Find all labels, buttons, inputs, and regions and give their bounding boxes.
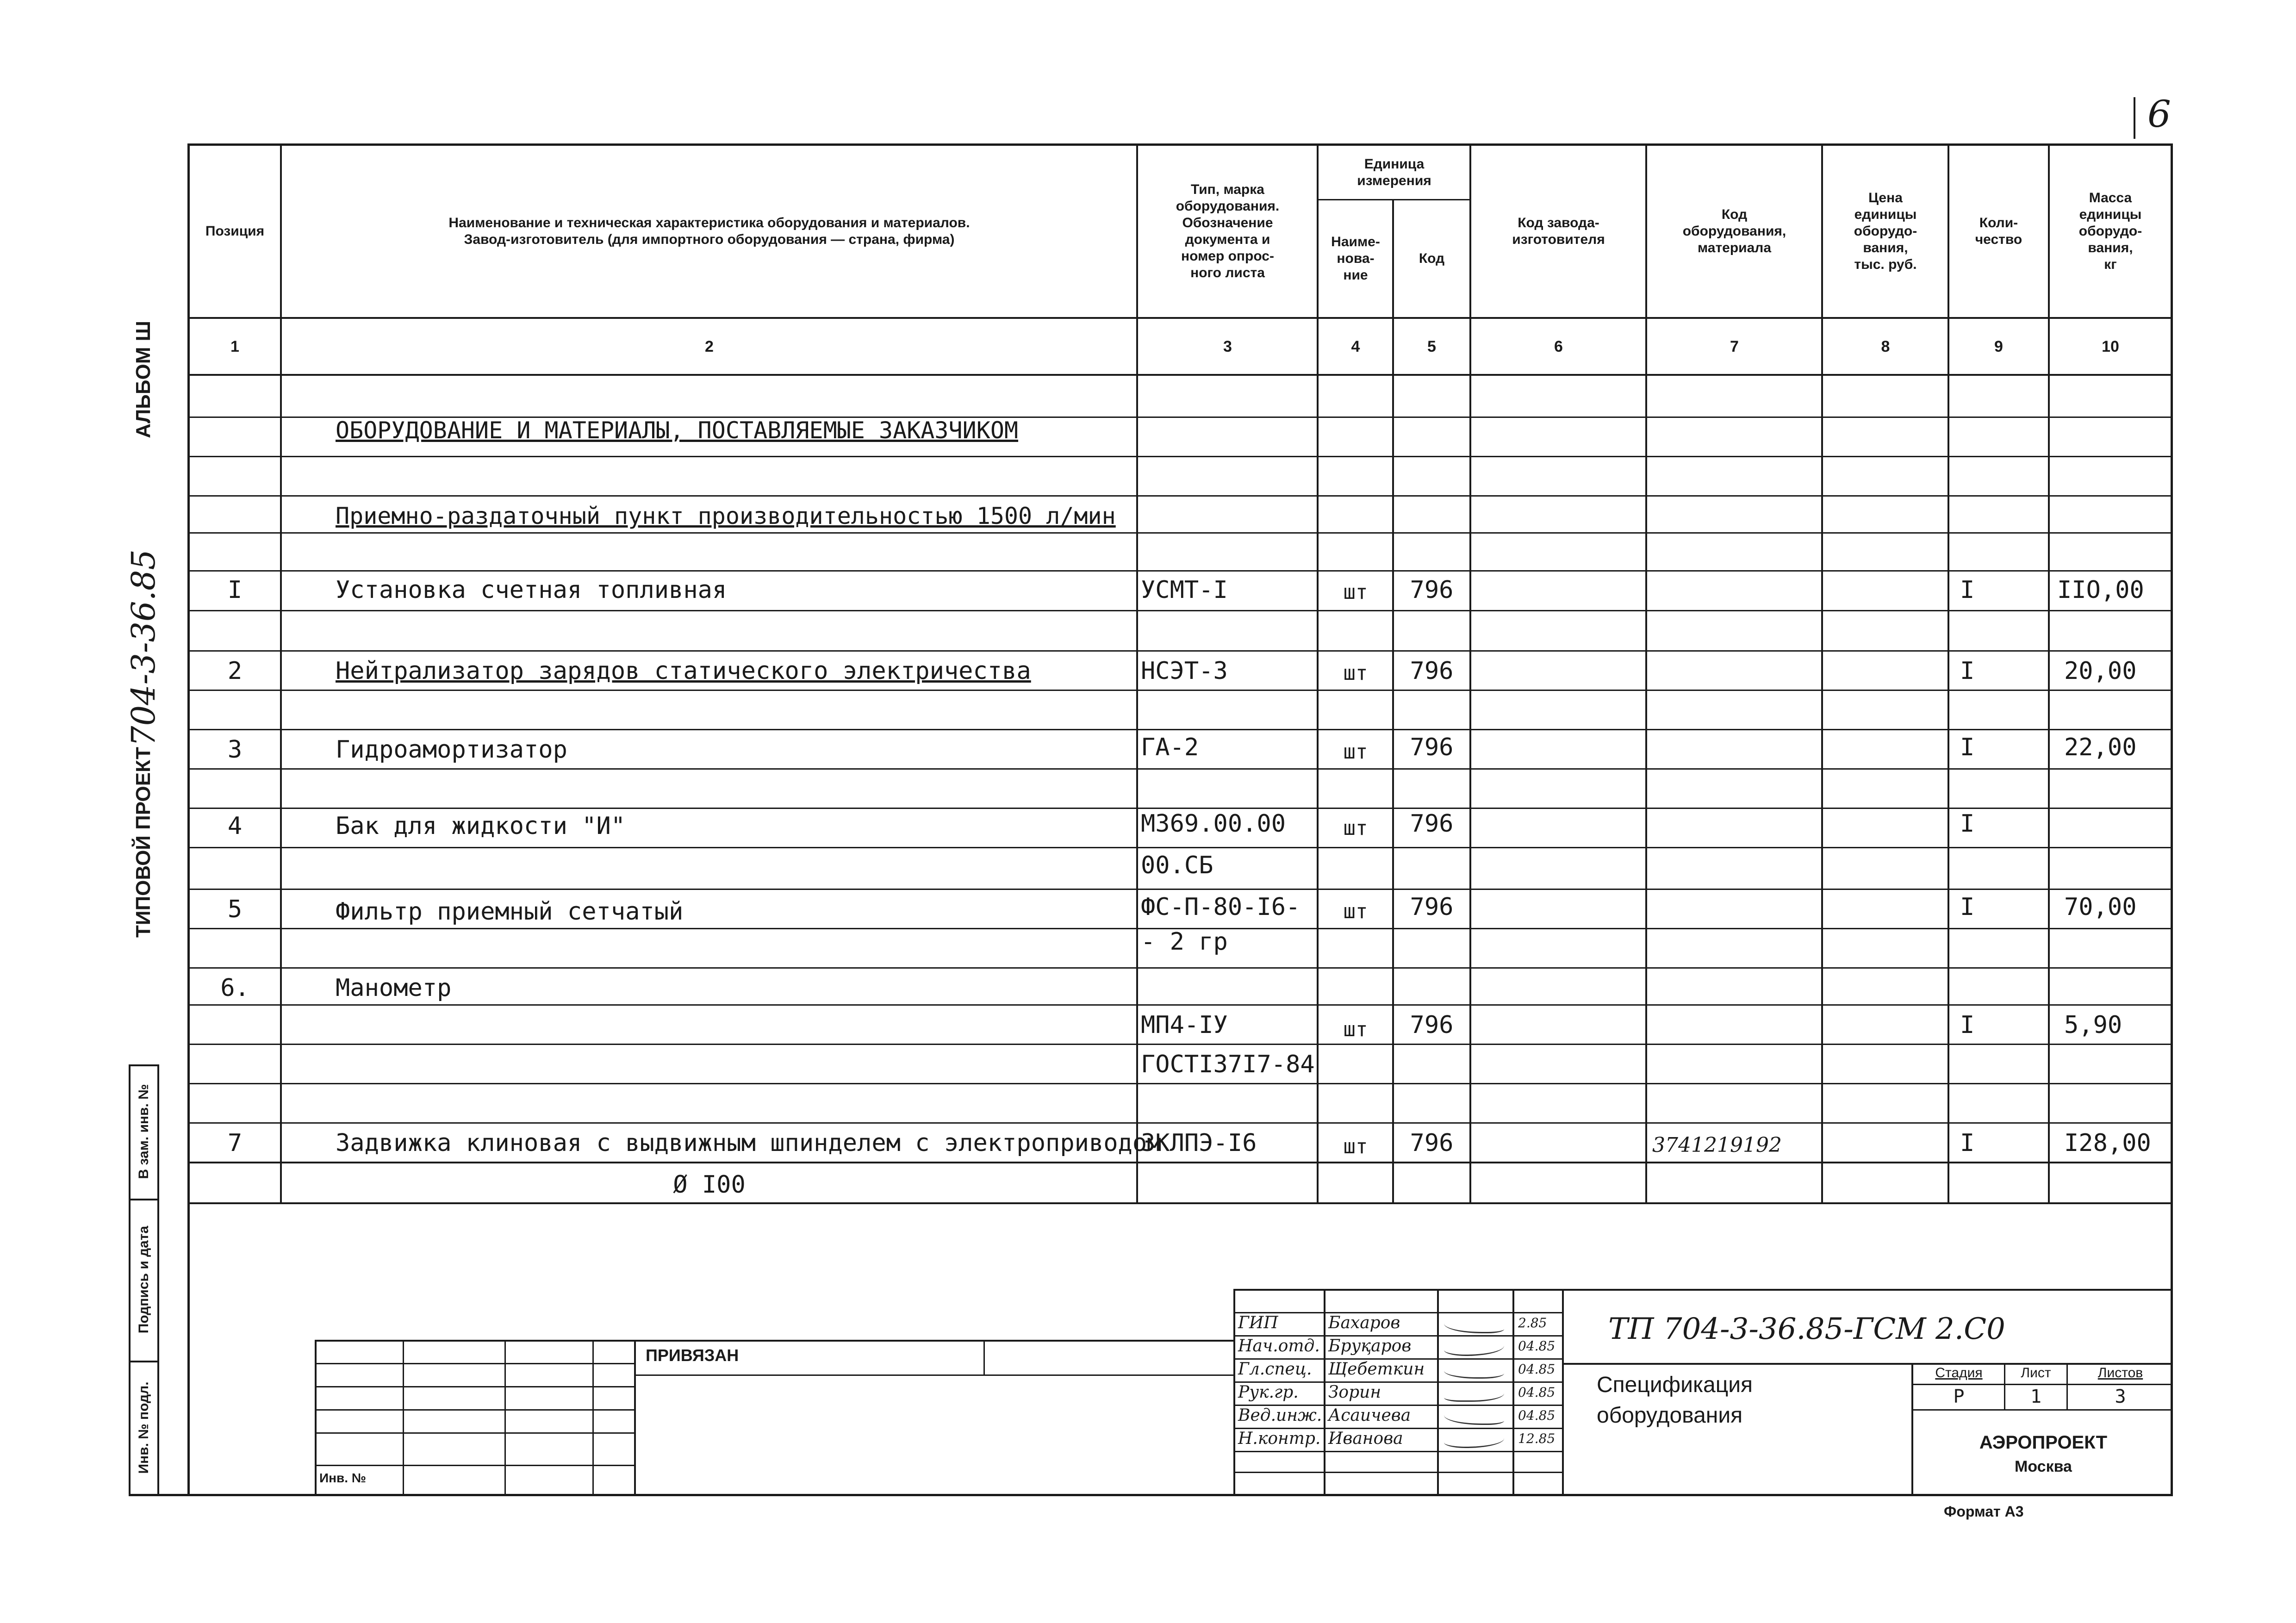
page-mark: 6	[2147, 93, 2171, 136]
sheets-label: Листов	[2097, 1365, 2143, 1380]
header-unit-code: Код	[1419, 251, 1445, 266]
sign-date: 04.85	[1518, 1362, 1556, 1377]
row-name: Задвижка клиновая с выдвижным шпинделем с электроприводом	[336, 1129, 1162, 1157]
sign-role: Гл.спец.	[1238, 1360, 1312, 1379]
col-number: 4	[1351, 338, 1360, 355]
header-plant-code: Код завода- изготовителя	[1512, 215, 1605, 247]
row-name: Фильтр приемный сетчатый	[336, 898, 684, 926]
header-unit-name: Наиме- нова- ние	[1331, 234, 1380, 283]
col-number: 9	[1994, 338, 2003, 355]
sign-role: ГИП	[1238, 1313, 1278, 1332]
org-city: Москва	[2015, 1458, 2072, 1475]
doc-code: ТП 704-3-36.85-ГСМ 2.С0	[1608, 1312, 2005, 1346]
sign-name: Асаичева	[1328, 1406, 1411, 1425]
row-unit-code: 796	[1410, 576, 1454, 604]
header-equip-code: Код оборудования, материала	[1682, 207, 1786, 255]
sheet-label: Лист	[2021, 1365, 2051, 1380]
row-type: ЗКЛПЭ-I6	[1141, 1129, 1257, 1157]
row-name: Нейтрализатор зарядов статического электричества	[336, 657, 1031, 685]
row-name: Установка счетная топливная	[336, 576, 727, 604]
replace-inv-label: В зам. инв. №	[136, 1084, 151, 1179]
row-mass: 70,00	[2064, 893, 2137, 921]
row-qty: I	[1960, 657, 1975, 685]
row-unit: шт	[1343, 1135, 1368, 1158]
row-unit-code: 796	[1410, 657, 1454, 685]
row-position: 2	[227, 657, 243, 685]
row-qty: I	[1960, 1011, 1975, 1039]
row-unit-code: 796	[1410, 734, 1454, 761]
sheet-value: 1	[2030, 1386, 2042, 1407]
row-mass: 5,90	[2064, 1011, 2122, 1039]
sheets-value: 3	[2115, 1386, 2126, 1407]
sign-name: Зорин	[1328, 1383, 1381, 1402]
row-mass: 22,00	[2064, 734, 2137, 761]
header-name: Наименование и техническая характеристика оборудования и материалов. Завод-изготовитель (для импортного оборудования — страна, фирма)	[448, 215, 970, 247]
header-unit-group: Единица измерения	[1357, 156, 1431, 188]
signature-mark	[1444, 1318, 1504, 1333]
sign-name: Бахаров	[1328, 1313, 1400, 1332]
format-label: Формат А3	[1944, 1503, 2024, 1520]
signature-mark	[1444, 1340, 1504, 1356]
bound-label: ПРИВЯЗАН	[646, 1346, 739, 1365]
album-label: АЛЬБОМ Ш	[132, 321, 155, 438]
row-unit-code: 796	[1410, 1011, 1454, 1039]
row-position: 4	[227, 812, 243, 840]
stage-value: Р	[1953, 1386, 1965, 1407]
signature-mark	[1444, 1410, 1504, 1425]
row-type: УСМТ-I	[1141, 576, 1228, 604]
row-qty: I	[1960, 576, 1975, 604]
row-type: ГА-2	[1141, 734, 1199, 761]
row-mass: I28,00	[2064, 1129, 2151, 1157]
sign-name: Бруқаров	[1328, 1337, 1412, 1356]
col-number: 7	[1730, 338, 1739, 355]
row-unit: шт	[1343, 740, 1368, 764]
sign-date: 04.85	[1518, 1338, 1556, 1354]
inv-label: Инв. №	[319, 1471, 367, 1485]
sign-role: Нач.отд.	[1238, 1337, 1320, 1356]
row-unit-code: 796	[1410, 893, 1454, 921]
row-qty: I	[1960, 1129, 1975, 1157]
signature-mark	[1444, 1364, 1504, 1379]
row-type-cont: 00.СБ	[1141, 852, 1213, 879]
row-name-cont: Ø I00	[673, 1171, 746, 1199]
row-type: МП4-IУ	[1141, 1011, 1228, 1039]
row-type-cont: ГОСТI37I7-84	[1141, 1051, 1315, 1078]
col-number: 2	[705, 338, 714, 355]
row-position: 6.	[220, 974, 249, 1002]
header-mass: Масса единицы оборудо- вания, кг	[2078, 190, 2142, 272]
sign-date: 04.85	[1518, 1408, 1556, 1423]
row-type-cont: - 2 гр	[1141, 928, 1228, 956]
row-name: Манометр	[336, 974, 452, 1002]
row-name: Гидроамортизатор	[336, 736, 567, 764]
sign-role: Н.контр.	[1238, 1429, 1321, 1448]
project-label: ТИПОВОЙ ПРОЕКТ	[132, 747, 155, 938]
row-unit: шт	[1343, 661, 1368, 685]
sign-name: Щебеткин	[1328, 1360, 1425, 1379]
row-unit: шт	[1343, 580, 1368, 604]
signature-mark	[1444, 1387, 1504, 1402]
row-unit: шт	[1343, 900, 1368, 923]
row-qty: I	[1960, 893, 1975, 921]
row-position: I	[227, 576, 243, 604]
doc-title: Спецификация оборудования	[1597, 1373, 1753, 1428]
row-type: М369.00.00	[1141, 810, 1286, 838]
signature-mark	[1444, 1433, 1504, 1448]
col-number: 5	[1427, 338, 1436, 355]
row-mass: 20,00	[2064, 657, 2137, 685]
subsection-title: Приемно-раздаточный пункт производительностью 1500 л/мин	[336, 503, 1116, 529]
section-title: ОБОРУДОВАНИЕ И МАТЕРИАЛЫ, ПОСТАВЛЯЕМЫЕ ЗАКАЗЧИКОМ	[336, 417, 1019, 444]
col-number: 3	[1223, 338, 1232, 355]
col-number: 6	[1554, 338, 1563, 355]
sign-date: 04.85	[1518, 1385, 1556, 1400]
row-position: 7	[227, 1129, 243, 1157]
sign-role: Рук.гр.	[1238, 1383, 1299, 1402]
header-price: Цена единицы оборудо- вания, тыс. руб.	[1854, 190, 1917, 272]
project-number: 704-3-36.85	[124, 549, 162, 746]
org-name: АЭРОПРОЕКТ	[1979, 1432, 2108, 1453]
row-qty: I	[1960, 734, 1975, 761]
sign-date-label: Подпись и дата	[136, 1225, 151, 1334]
col-number: 1	[230, 338, 239, 355]
row-unit-code: 796	[1410, 1129, 1454, 1157]
sign-role: Вед.инж.	[1238, 1406, 1322, 1425]
header-qty: Коли- чество	[1975, 215, 2022, 247]
row-unit: шт	[1343, 816, 1368, 840]
inv-orig-label: Инв. № подл.	[136, 1381, 151, 1474]
row-unit-code: 796	[1410, 810, 1454, 838]
sign-date: 2.85	[1518, 1315, 1547, 1331]
row-type: НСЭТ-3	[1141, 657, 1228, 685]
row-mass: IIO,00	[2057, 576, 2144, 604]
row-qty: I	[1960, 810, 1975, 838]
sign-name: Иванова	[1328, 1429, 1403, 1448]
stage-label: Стадия	[1935, 1365, 1983, 1380]
row-unit: шт	[1343, 1018, 1368, 1041]
header-type: Тип, марка оборудования. Обозначение документа и номер опрос- ного листа	[1176, 182, 1280, 280]
row-equip-code: 3741219192	[1652, 1133, 1782, 1157]
row-position: 3	[227, 736, 243, 764]
sign-date: 12.85	[1518, 1431, 1556, 1446]
header-position: Позиция	[205, 224, 265, 239]
col-number: 8	[1881, 338, 1890, 355]
row-type: ФС-П-80-I6-	[1141, 893, 1300, 921]
col-number: 10	[2102, 338, 2119, 355]
row-name: Бак для жидкости "И"	[336, 812, 626, 840]
row-position: 5	[227, 895, 243, 923]
